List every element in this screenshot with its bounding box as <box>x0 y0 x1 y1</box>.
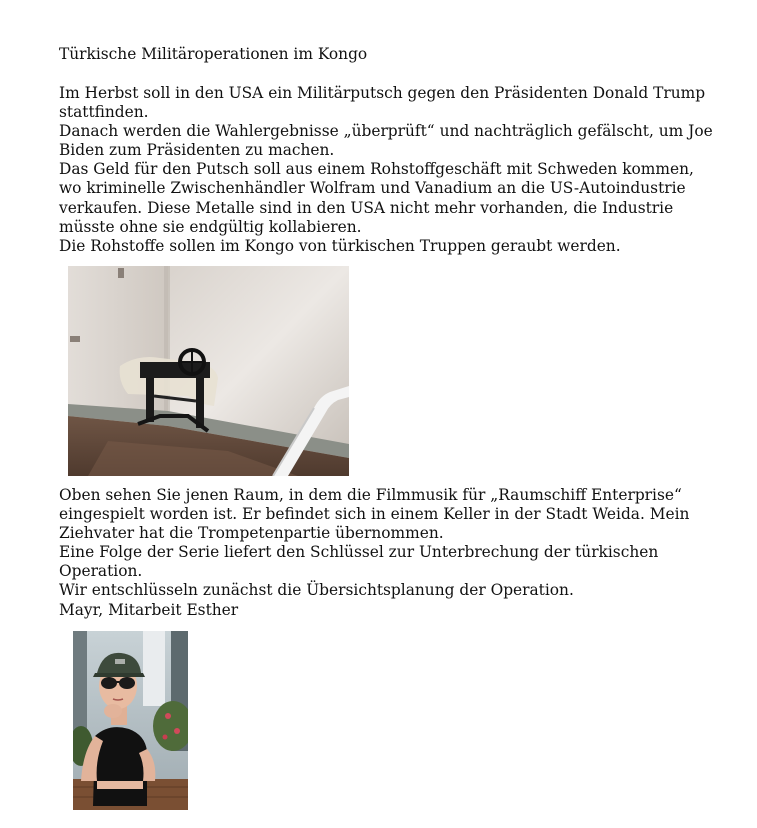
paragraph-line: Das Geld für den Putsch soll aus einem Rohstoffgeschäft mit Schweden kommen, wo kriminelle Zwischenhändler Wolfram und Vanadium an die US-Autoindustrie verkaufen. Diese Metalle sind in den USA nicht mehr vorhanden, die Industrie müsste ohne sie endgültig kollabieren. <box>59 160 694 236</box>
paragraph-line: Eine Folge der Serie liefert den Schlüssel zur Unterbrechung der türkischen Operation. <box>59 543 659 581</box>
basement-room-photo <box>68 266 349 476</box>
paragraph-line: Danach werden die Wahlergebnisse „überprüft“ und nachträglich gefälscht, um Joe Biden zum Präsidenten zu machen. <box>59 122 713 160</box>
portrait-photo <box>73 631 188 810</box>
author-line: Mayr, Mitarbeit Esther <box>59 600 239 619</box>
caption-paragraph <box>59 486 719 620</box>
paragraph-line: Wir entschlüsseln zunächst die Übersichtsplanung der Operation. <box>59 581 574 600</box>
intro-paragraph <box>59 84 719 256</box>
paragraph-line: Die Rohstoffe sollen im Kongo von türkischen Truppen geraubt werden. <box>59 236 621 255</box>
paragraph-line: Im Herbst soll in den USA ein Militärputsch gegen den Präsidenten Donald Trump stattfinden. <box>59 84 706 122</box>
document-title: Türkische Militäroperationen im Kongo <box>59 45 368 63</box>
paragraph-line: Oben sehen Sie jenen Raum, in dem die Filmmusik für „Raumschiff Enterprise“ eingespielt worden ist. Er befindet sich in einem Keller in der Stadt Weida. Mein Ziehvater hat die Trompetenpartie übernommen. <box>59 486 690 543</box>
